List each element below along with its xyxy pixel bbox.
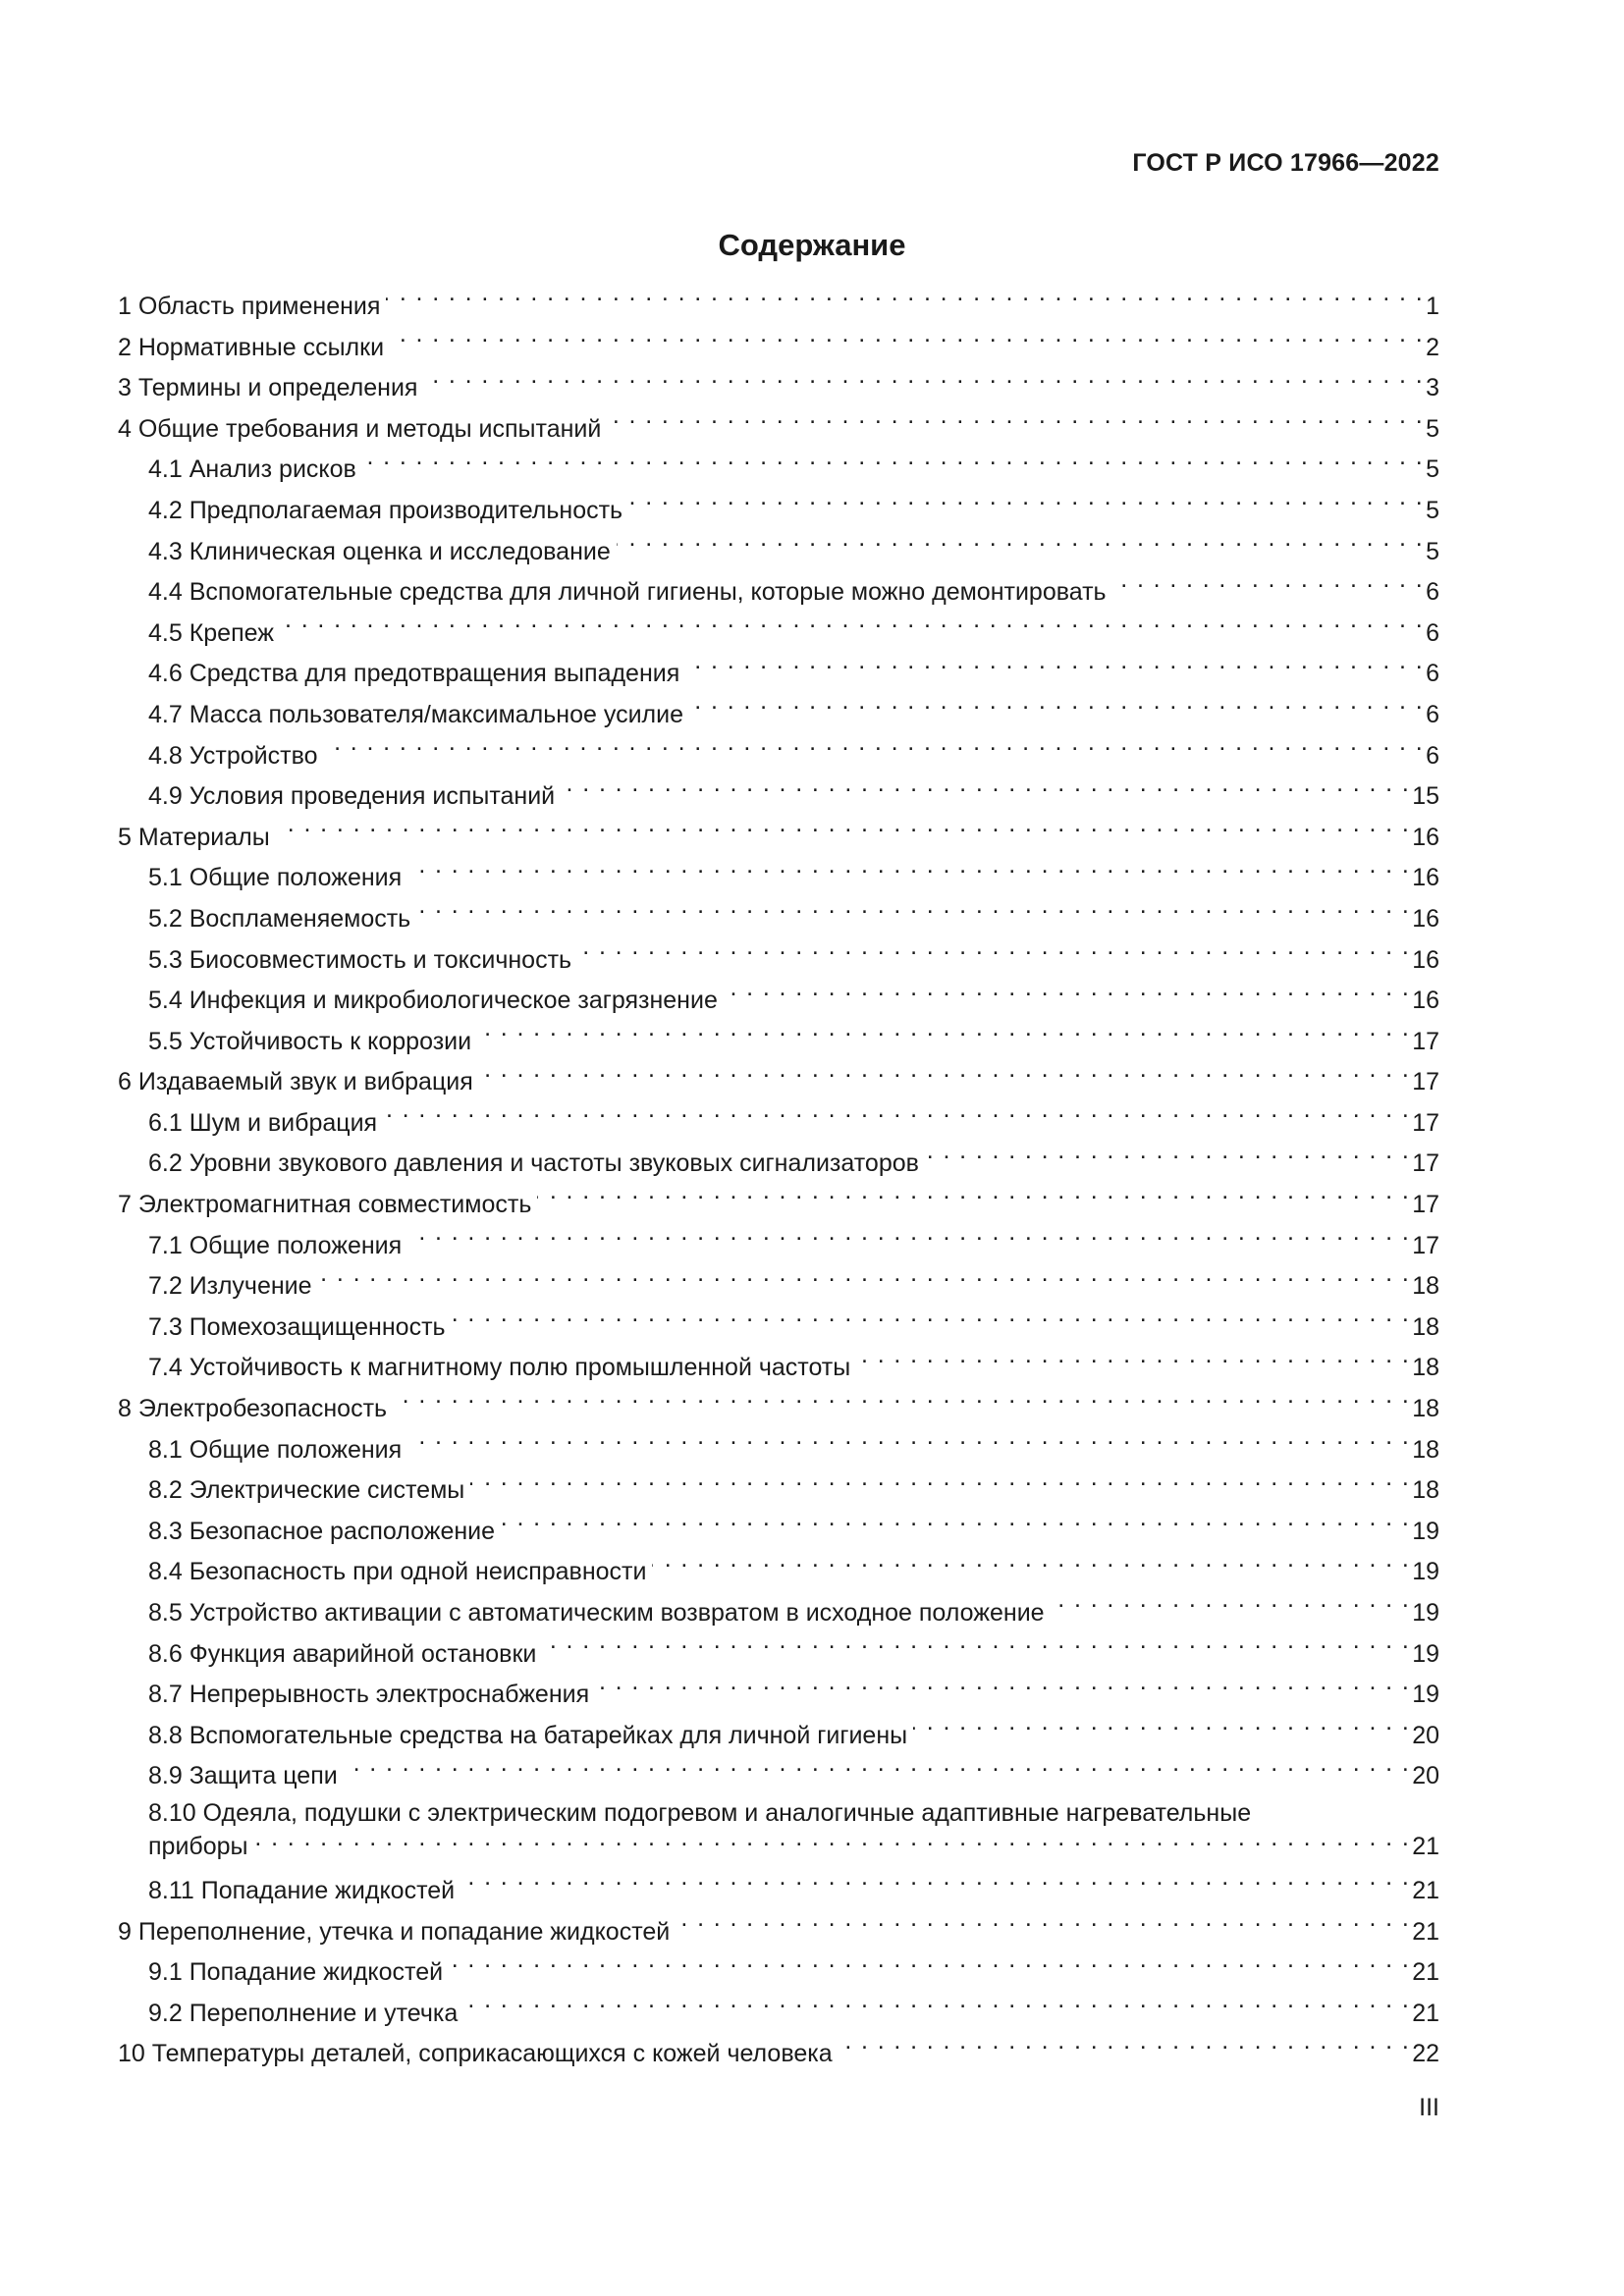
page-number: III (1419, 2094, 1439, 2121)
toc-entry-title: 5.1 Общие положения (148, 864, 403, 892)
toc-entry-title: 6.1 Шум и вибрация (148, 1108, 378, 1137)
toc-page-number: 16 (1412, 987, 1439, 1015)
toc-entry-title: 5 Материалы (118, 823, 270, 851)
dot-leader (324, 739, 1425, 764)
toc-page-number: 19 (1412, 1558, 1439, 1586)
toc-entry[interactable] (118, 1797, 1439, 1871)
dot-leader (362, 453, 1424, 477)
dot-leader (477, 1025, 1410, 1049)
toc-entry-title: 1 Область применения (118, 293, 381, 320)
toc-entry[interactable] (118, 287, 1439, 328)
toc-entry[interactable] (118, 1389, 1439, 1430)
toc-entry[interactable] (118, 1185, 1439, 1226)
dot-leader (318, 1269, 1411, 1294)
toc-entry[interactable] (118, 899, 1439, 940)
toc-page-number: 17 (1412, 1068, 1439, 1096)
toc-entry[interactable] (118, 572, 1439, 614)
dot-leader (449, 1955, 1410, 1980)
toc-page-number: 3 (1426, 374, 1439, 402)
dot-leader (407, 1433, 1410, 1458)
dot-leader (463, 1997, 1410, 2021)
toc-entry-title: 8.1 Общие положения (148, 1435, 403, 1464)
dot-leader (542, 1637, 1410, 1662)
toc-entry-title: 5.4 Инфекция и микробиологическое загрязнение (148, 987, 718, 1015)
toc-entry-title: 9 Переполнение, утечка и попадание жидкостей (118, 1917, 671, 1946)
toc-entry[interactable] (118, 1266, 1439, 1308)
toc-entry-title: 7 Электромагнитная совместимость (118, 1191, 532, 1219)
toc-entry[interactable] (118, 368, 1439, 409)
dot-leader (393, 1392, 1410, 1416)
dot-leader (452, 1310, 1411, 1335)
page-title: Содержание (718, 228, 906, 262)
toc-page-number: 6 (1426, 700, 1439, 728)
toc-entry[interactable] (118, 1756, 1439, 1797)
toc-entry-title: 7.3 Помехозащищенность (148, 1312, 446, 1341)
toc-entry-title: 4 Общие требования и методы испытаний (118, 414, 602, 443)
toc-entry-title: 8.6 Функция аварийной остановки (148, 1639, 537, 1668)
toc-entry-title: 8.2 Электрические системы (148, 1476, 465, 1505)
toc-page-number: 18 (1412, 1395, 1439, 1423)
dot-leader (1112, 575, 1425, 600)
toc-page-number: 18 (1412, 1435, 1439, 1464)
dot-leader (344, 1759, 1410, 1784)
toc-entry[interactable] (118, 1552, 1439, 1593)
toc-entry[interactable] (118, 695, 1439, 736)
toc-page-number: 16 (1412, 904, 1439, 933)
toc-page-number: 15 (1412, 782, 1439, 811)
toc-entry[interactable] (118, 328, 1439, 369)
toc-page-number: 5 (1426, 496, 1439, 524)
toc-page-number: 5 (1426, 414, 1439, 443)
dot-leader (501, 1515, 1410, 1539)
toc-entry-title: 9.1 Попадание жидкостей (148, 1958, 444, 1987)
toc-entry-title: 8.10 Одеяла, подушки с электрическим подогревом и аналогичные адаптивные нагревательные (148, 1798, 1252, 1827)
toc-entry-title: 8.7 Непрерывность электроснабжения (148, 1681, 590, 1709)
toc-entry[interactable] (118, 1634, 1439, 1676)
toc-entry-title: 4.8 Устройство (148, 741, 318, 770)
dot-leader (925, 1147, 1410, 1171)
toc-entry[interactable] (118, 532, 1439, 573)
toc-entry-title: 5.3 Биосовместимость и токсичность (148, 945, 572, 974)
toc-entry-title: 4.1 Анализ рисков (148, 455, 356, 484)
toc-entry-title: 2 Нормативные ссылки (118, 333, 385, 361)
dot-leader (386, 290, 1424, 314)
toc-entry-title: 8.3 Безопасное расположение (148, 1517, 496, 1545)
toc-entry[interactable] (118, 409, 1439, 451)
toc-entry[interactable] (118, 981, 1439, 1022)
toc-entry-title: 7.1 Общие положения (148, 1231, 403, 1259)
dot-leader (628, 494, 1424, 518)
toc-entry-title: 9.2 Переполнение и утечка (148, 1999, 459, 2027)
dot-leader (276, 821, 1410, 845)
dot-leader (407, 1229, 1410, 1254)
toc-page-number: 22 (1412, 2040, 1439, 2068)
toc-page-number: 20 (1412, 1762, 1439, 1790)
dot-leader (383, 1106, 1410, 1131)
toc-entry[interactable] (118, 654, 1439, 695)
toc-page-number: 17 (1412, 1231, 1439, 1259)
toc-entry-title: 4.9 Условия проведения испытаний (148, 782, 556, 811)
toc-entry[interactable] (118, 491, 1439, 532)
toc-page-number: 6 (1426, 578, 1439, 607)
toc-entry-title: 4.6 Средства для предотвращения выпадения (148, 660, 680, 688)
toc-entry-title: 4.3 Клиническая оценка и исследование (148, 537, 611, 565)
toc-page-number: 17 (1412, 1108, 1439, 1137)
dot-leader (280, 616, 1424, 641)
toc-page-number: 19 (1412, 1681, 1439, 1709)
dot-leader (423, 371, 1424, 396)
toc-entry-title: 8 Электробезопасность (118, 1395, 388, 1423)
toc-entry[interactable] (118, 1871, 1439, 1912)
toc-page-number: 21 (1412, 1999, 1439, 2027)
dot-leader (470, 1473, 1410, 1498)
toc-entry[interactable] (118, 1470, 1439, 1512)
toc-page-number: 6 (1426, 618, 1439, 647)
dot-leader (724, 984, 1410, 1008)
toc-page-number: 18 (1412, 1272, 1439, 1301)
toc-page-number: 5 (1426, 455, 1439, 484)
toc-entry[interactable] (118, 1994, 1439, 2035)
toc-page-number: 16 (1412, 823, 1439, 851)
dot-leader (856, 1351, 1410, 1375)
toc-entry[interactable] (118, 1226, 1439, 1267)
dot-leader (577, 943, 1410, 968)
toc-entry[interactable] (118, 1062, 1439, 1103)
dot-leader (254, 1830, 1411, 1854)
toc-page-number: 20 (1412, 1721, 1439, 1749)
toc-entry-title: 10 Температуры деталей, соприкасающихся с кожей человека (118, 2040, 833, 2068)
toc-page-number: 6 (1426, 660, 1439, 688)
toc-page-number: 17 (1412, 1027, 1439, 1055)
toc-entry[interactable] (118, 818, 1439, 859)
toc-page-number: 18 (1412, 1312, 1439, 1341)
toc-entry[interactable] (118, 614, 1439, 655)
toc-entry-title: 4.7 Масса пользователя/максимальное усилие (148, 700, 683, 728)
toc-entry-title: 4.5 Крепеж (148, 618, 274, 647)
toc-page-number: 17 (1412, 1191, 1439, 1219)
dot-leader (460, 1874, 1410, 1898)
toc-entry[interactable] (118, 1308, 1439, 1349)
toc-entry-title: 7.4 Устойчивость к магнитному полю промышленной частоты (148, 1354, 851, 1382)
toc-entry-title-continued: приборы (148, 1832, 248, 1860)
toc-entry[interactable] (118, 1430, 1439, 1471)
toc-entry-title: 4.2 Предполагаемая производительность (148, 496, 623, 524)
toc-page-number: 19 (1412, 1517, 1439, 1545)
dot-leader (689, 698, 1424, 722)
toc-page-number: 19 (1412, 1599, 1439, 1627)
toc-entry[interactable] (118, 2034, 1439, 2075)
toc-entry[interactable] (118, 940, 1439, 982)
dot-leader (1051, 1596, 1411, 1621)
toc-entry[interactable] (118, 1716, 1439, 1757)
dot-leader (685, 657, 1424, 681)
toc-page-number: 21 (1412, 1832, 1439, 1860)
toc-entry[interactable] (118, 736, 1439, 777)
toc-entry-title: 4.4 Вспомогательные средства для личной гигиены, которые можно демонтировать (148, 578, 1107, 607)
toc-entry[interactable] (118, 1512, 1439, 1553)
toc-page-number: 16 (1412, 864, 1439, 892)
toc-page-number: 19 (1412, 1639, 1439, 1668)
dot-leader (607, 412, 1424, 437)
dot-leader (416, 902, 1410, 927)
toc-entry-title: 8.11 Попадание жидкостей (148, 1876, 456, 1904)
toc-page-number: 16 (1412, 945, 1439, 974)
toc-page-number: 18 (1412, 1354, 1439, 1382)
toc-entry-title: 5.5 Устойчивость к коррозии (148, 1027, 472, 1055)
dot-leader (390, 331, 1424, 355)
toc-entry-title: 3 Термины и определения (118, 374, 418, 402)
dot-leader (676, 1915, 1410, 1940)
toc-page-number: 21 (1412, 1958, 1439, 1987)
toc-entry-title: 7.2 Излучение (148, 1272, 312, 1301)
dot-leader (537, 1188, 1410, 1212)
toc-entry[interactable] (118, 1952, 1439, 1994)
toc-entry[interactable] (118, 858, 1439, 899)
toc-page-number: 6 (1426, 741, 1439, 770)
toc-entry[interactable] (118, 1348, 1439, 1389)
toc-entry[interactable] (118, 1144, 1439, 1185)
dot-leader (561, 779, 1410, 804)
toc-page-number: 21 (1412, 1917, 1439, 1946)
toc-entry-title: 8.8 Вспомогательные средства на батарейках для личной гигиены (148, 1721, 908, 1749)
toc-entry-title: 6 Издаваемый звук и вибрация (118, 1068, 473, 1096)
table-of-contents (118, 287, 1439, 2075)
toc-entry-title: 8.4 Безопасность при одной неисправности (148, 1558, 647, 1586)
toc-entry[interactable] (118, 450, 1439, 491)
toc-entry[interactable] (118, 1912, 1439, 1953)
toc-entry-title: 6.2 Уровни звукового давления и частоты звуковых сигнализаторов (148, 1149, 919, 1178)
document-id-header: ГОСТ Р ИСО 17966—2022 (1132, 149, 1439, 177)
dot-leader (652, 1555, 1410, 1579)
toc-entry-title: 8.9 Защита цепи (148, 1762, 338, 1790)
dot-leader (839, 2037, 1411, 2061)
toc-entry-title: 8.5 Устройство активации с автоматическим возвратом в исходное положение (148, 1599, 1045, 1627)
dot-leader (617, 535, 1424, 560)
toc-entry[interactable] (118, 1593, 1439, 1634)
toc-page-number: 1 (1426, 293, 1439, 320)
toc-entry-title: 5.2 Воспламеняемость (148, 904, 411, 933)
dot-leader (407, 861, 1410, 885)
toc-page-number: 2 (1426, 333, 1439, 361)
toc-entry[interactable] (118, 1022, 1439, 1063)
dot-leader (479, 1065, 1410, 1090)
toc-page-number: 18 (1412, 1476, 1439, 1505)
toc-entry[interactable] (118, 1103, 1439, 1145)
dot-leader (913, 1719, 1410, 1743)
toc-entry[interactable] (118, 776, 1439, 818)
toc-page-number: 5 (1426, 537, 1439, 565)
toc-entry[interactable] (118, 1675, 1439, 1716)
dot-leader (595, 1678, 1410, 1702)
toc-page-number: 21 (1412, 1876, 1439, 1904)
toc-page-number: 17 (1412, 1149, 1439, 1178)
